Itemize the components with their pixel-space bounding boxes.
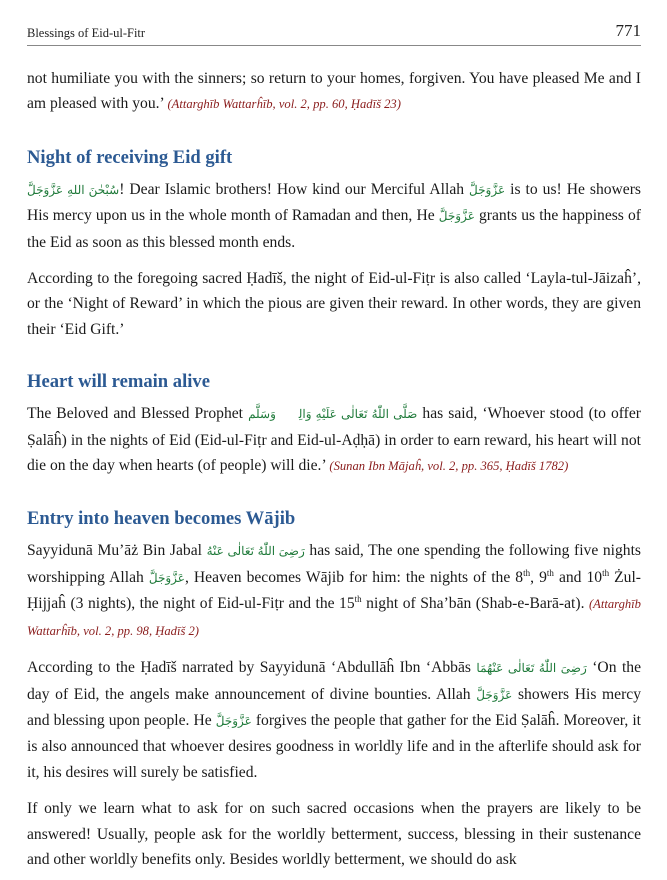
paragraph: Sayyidunā Mu’āż Bin Jabal رَضِىَ اللّٰهُ تَعَالٰى عَنْهُ has said, The one spending the following five nights worshipping Allah عَزَّوَجَلَّ, Heaven becomes Wājib for him: the nights of the 8th, 9th and 10th Żul-Ḥijjaĥ (3 nights), the night of Eid-ul-Fiṭr and the 15th night of Sha’bān (Shab-e-Barā-at). (Attarghīb Wattarĥīb, vol. 2, pp. 98, Ḥadīš 2) xyxy=(27,542,642,638)
citation: (Attarghīb Wattarĥīb, vol. 2, pp. 60, Ḥadīš 23) xyxy=(167,97,401,112)
section-heading: Heart will remain alive xyxy=(27,371,210,393)
section-heading: Entry into heaven becomes Wājib xyxy=(27,508,296,530)
paragraph: According to the Ḥadīš narrated by Sayyidunā ‘Abdullāĥ Ibn ‘Abbās رَضِىَ اللّٰهُ تَعَالٰى عَنْهُمَا ‘On the day of Eid, the angels make announcement of divine bounties. Allah عَزَّوَجَلَّ showers His mercy and blessing upon people. He عَزَّوَجَلَّ forgives the people that gather for the Eid Ṣalāĥ. Moreover, it is also announced that whoever desires goodness in worldly life and in the afterlife should ask for it, his desires will surely be satisfied. xyxy=(27,659,641,781)
paragraph: According to the foregoing sacred Ḥadīš, the night of Eid-ul-Fiṭr is also called ‘Layla-tul-Jāizaĥ’, or the ‘Night of Reward’ in which the pious are given their reward. In other words, they are given their ‘Eid Gift.’ xyxy=(27,270,641,338)
honorific-azza-wa-jal: عَزَّوَجَلَّ xyxy=(438,209,475,224)
honorific-radiyallah-anhu: رَضِىَ اللّٰهُ تَعَالٰى عَنْهُ xyxy=(206,544,305,559)
page-header xyxy=(27,0,641,46)
page-number: 771 xyxy=(615,21,641,40)
honorific-azza-wa-jal: عَزَّوَجَلَّ xyxy=(469,182,506,197)
citation: (Attarghīb Wattarĥīb, vol. 2, pp. 98, Ḥadīš 2) xyxy=(27,597,641,638)
honorific-azza-wa-jal: عَزَّوَجَلَّ xyxy=(148,570,185,585)
running-title: Blessings of Eid-ul-Fitr xyxy=(27,26,146,40)
section-heading: Night of receiving Eid gift xyxy=(27,146,233,168)
honorific-azza-wa-jal: عَزَّوَجَلَّ xyxy=(476,687,513,702)
paragraph: سُبْحٰنَ اللهِ عَزَّوَجَلَّ! Dear Islamic brothers! How kind our Merciful Allah عَزَّوَجَلَّ is to us! He showers His mercy upon us in the whole month of Ramadan and then, He عَزَّوَجَلَّ grants us the happiness of the Eid as soon as this blessed month ends. xyxy=(27,180,641,251)
honorific-azza-wa-jal: عَزَّوَجَلَّ xyxy=(215,713,252,728)
honorific-radiyallah-anhuma: رَضِىَ اللّٰهُ تَعَالٰى عَنْهُمَا xyxy=(476,661,587,676)
paragraph: If only we learn what to ask for on such sacred occasions when the prayers are likely to be answered! Usually, people ask for the worldly betterment, success, blessing in their sustenance and other worldly benefits only. Besides worldly betterment, we should do ask xyxy=(27,800,641,868)
citation: (Sunan Ibn Mājaĥ, vol. 2, pp. 365, Ḥadīš 1782) xyxy=(329,459,569,474)
honorific-salutation: صَلَّى اللّٰهُ تَعَالٰى عَلَيْهِ وَالِهٖ وَسَلَّم xyxy=(248,407,418,422)
page-content xyxy=(27,66,641,872)
paragraph: not humiliate you with the sinners; so return to your homes, forgiven. You have pleased Me and I am pleased with you.’ (Attarghīb Wattarĥīb, vol. 2, pp. 60, Ḥadīš 23) xyxy=(27,70,641,113)
honorific-subhan-allah: سُبْحٰنَ اللهِ عَزَّوَجَلَّ xyxy=(27,182,120,197)
paragraph: The Beloved and Blessed Prophet صَلَّى اللّٰهُ تَعَالٰى عَلَيْهِ وَالِهٖ وَسَلَّم has said, ‘Whoever stood (to offer Ṣalāĥ) in the nights of Eid (Eid-ul-Fiṭr and Eid-ul-Aḍḥā) in order to earn reward, his heart will not die on the day when hearts (of people) will die.’ (Sunan Ibn Mājaĥ, vol. 2, pp. 365, Ḥadīš 1782) xyxy=(27,405,641,475)
